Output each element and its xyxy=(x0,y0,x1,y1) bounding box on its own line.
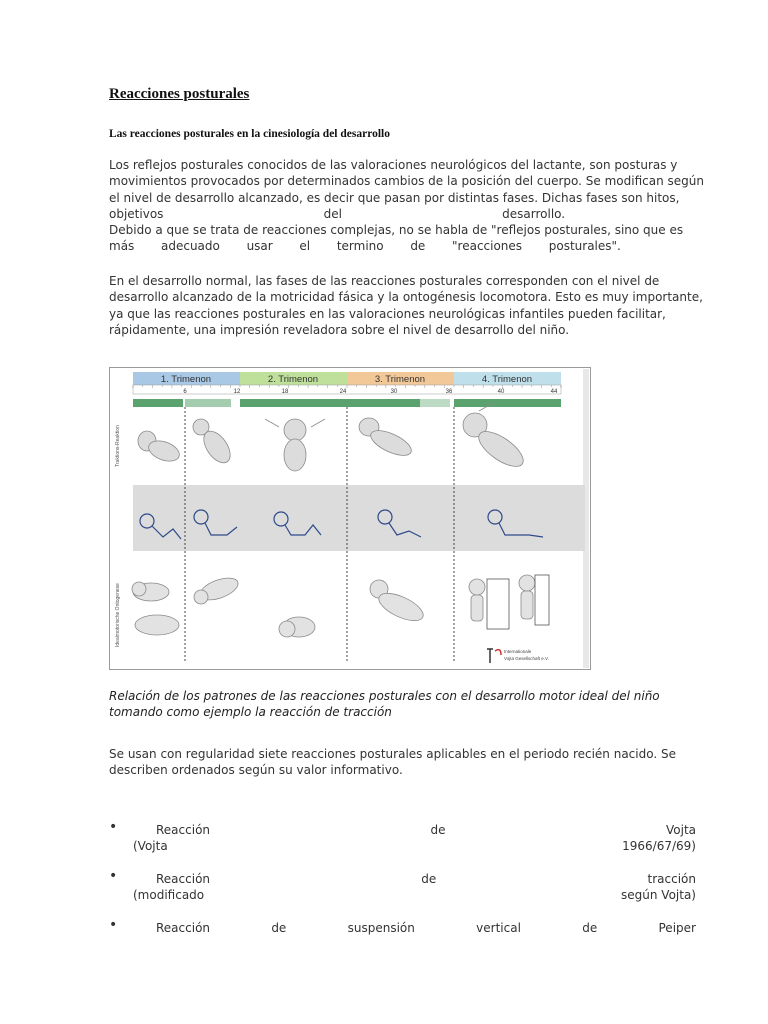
p1-line-5: Debido a que se trata de reacciones complejas, no se habla de "reflejos posturales, sino que es xyxy=(109,223,684,238)
item3-word: de xyxy=(271,921,287,935)
p2-line-2: desarrollo alcanzado de la motricidad fásica y la ontogénesis locomotora. Esto es muy importante, xyxy=(109,290,703,305)
item3-word: Peiper xyxy=(658,921,696,935)
section-subtitle: Las reacciones posturales en la cinesiología del desarrollo xyxy=(109,128,390,140)
p1-line-3: el nivel de desarrollo alcanzado, es decir que pasan por distintas fases. Dichas fases son hitos, xyxy=(109,190,680,205)
tick-label-44: 44 xyxy=(550,389,558,395)
item1-word: (Vojta xyxy=(133,839,168,853)
item3-word: Reacción xyxy=(156,921,211,935)
item3-word: suspensión xyxy=(347,921,415,935)
phase-bar-2 xyxy=(185,399,231,407)
paragraph-2 xyxy=(109,273,703,338)
phase-bar-4 xyxy=(420,399,450,407)
figure-caption xyxy=(109,688,696,721)
tick-label-30: 30 xyxy=(390,389,398,395)
caption-line-2: tomando como ejemplo la reacción de tracción xyxy=(109,705,392,720)
item1-word: Vojta xyxy=(665,823,696,837)
trimester-2-label: 2. Trimenon xyxy=(267,374,319,385)
item2-word: (modificado xyxy=(133,888,205,902)
trimester-3-label: 3. Trimenon xyxy=(374,374,426,385)
item1-word: de xyxy=(430,823,446,837)
tick-label-36: 36 xyxy=(445,389,453,395)
trimester-1-label: 1. Trimenon xyxy=(160,374,212,385)
page-title: Reacciones posturales xyxy=(109,86,250,102)
tick-label-12: 12 xyxy=(233,389,241,395)
phase-bar-5 xyxy=(454,399,561,407)
p1-line-1: Los reflejos posturales conocidos de las valoraciones neurológicos del lactante, son posturas y xyxy=(109,158,678,172)
p3-line-2: describen ordenados según su valor informativo. xyxy=(109,763,403,778)
side-label-top: Traktions-Reaktion xyxy=(115,425,121,467)
p1-line-2: movimientos provocados por determinados cambios de la posición del cuerpo. Se modifican según xyxy=(109,174,704,189)
bullet-dot: • xyxy=(109,819,118,835)
caption-line-1: Relación de los patrones de las reacciones posturales con el desarrollo motor ideal del niño xyxy=(109,689,660,703)
item3-word: vertical xyxy=(476,921,521,935)
bullet-dot: • xyxy=(109,917,118,933)
item3-word: de xyxy=(582,921,598,935)
item2-word: tracción xyxy=(647,872,696,886)
paragraph-1 xyxy=(109,157,704,255)
bullet-dot: • xyxy=(109,868,118,884)
stick-figure-band xyxy=(133,485,585,551)
p2-line-1: En el desarrollo normal, las fases de las reacciones posturales corresponden con el nivel de xyxy=(109,274,660,288)
p1-line-4: objetivos del desarrollo. xyxy=(109,206,566,221)
tick-label-24: 24 xyxy=(339,389,347,395)
p2-line-3: ya que las reacciones posturales en las valoraciones neurológicas infantiles pueden facilitar, xyxy=(109,306,666,321)
tick-label-18: 18 xyxy=(281,389,289,395)
trimester-4-label: 4. Trimenon xyxy=(481,374,533,385)
item1-word: Reacción xyxy=(156,823,211,837)
paragraph-3 xyxy=(109,746,696,779)
item1-word: 1966/67/69) xyxy=(622,839,696,853)
phase-bar-1 xyxy=(133,399,183,407)
tick-label-40: 40 xyxy=(497,389,505,395)
item2-word: Reacción xyxy=(156,872,211,886)
p3-line-1: Se usan con regularidad siete reacciones posturales aplicables en el periodo recién nacido. Se xyxy=(109,747,676,761)
logo-line-1: Internationale xyxy=(504,649,532,654)
item2-word: según Vojta) xyxy=(621,888,696,902)
item2-word: de xyxy=(421,872,437,886)
development-figure xyxy=(109,367,591,670)
p2-line-4: rápidamente, una impresión reveladora sobre el nivel de desarrollo del niño. xyxy=(109,322,570,337)
logo-line-2: Vojta Gesellschaft e.V. xyxy=(504,656,549,661)
tick-label-6: 6 xyxy=(183,389,187,395)
phase-bar-3 xyxy=(240,399,420,407)
side-label-bottom: Idealmotorische Ontogenese xyxy=(115,583,121,647)
p1-line-6: más adecuado usar el termino de "reacciones posturales". xyxy=(109,239,621,254)
